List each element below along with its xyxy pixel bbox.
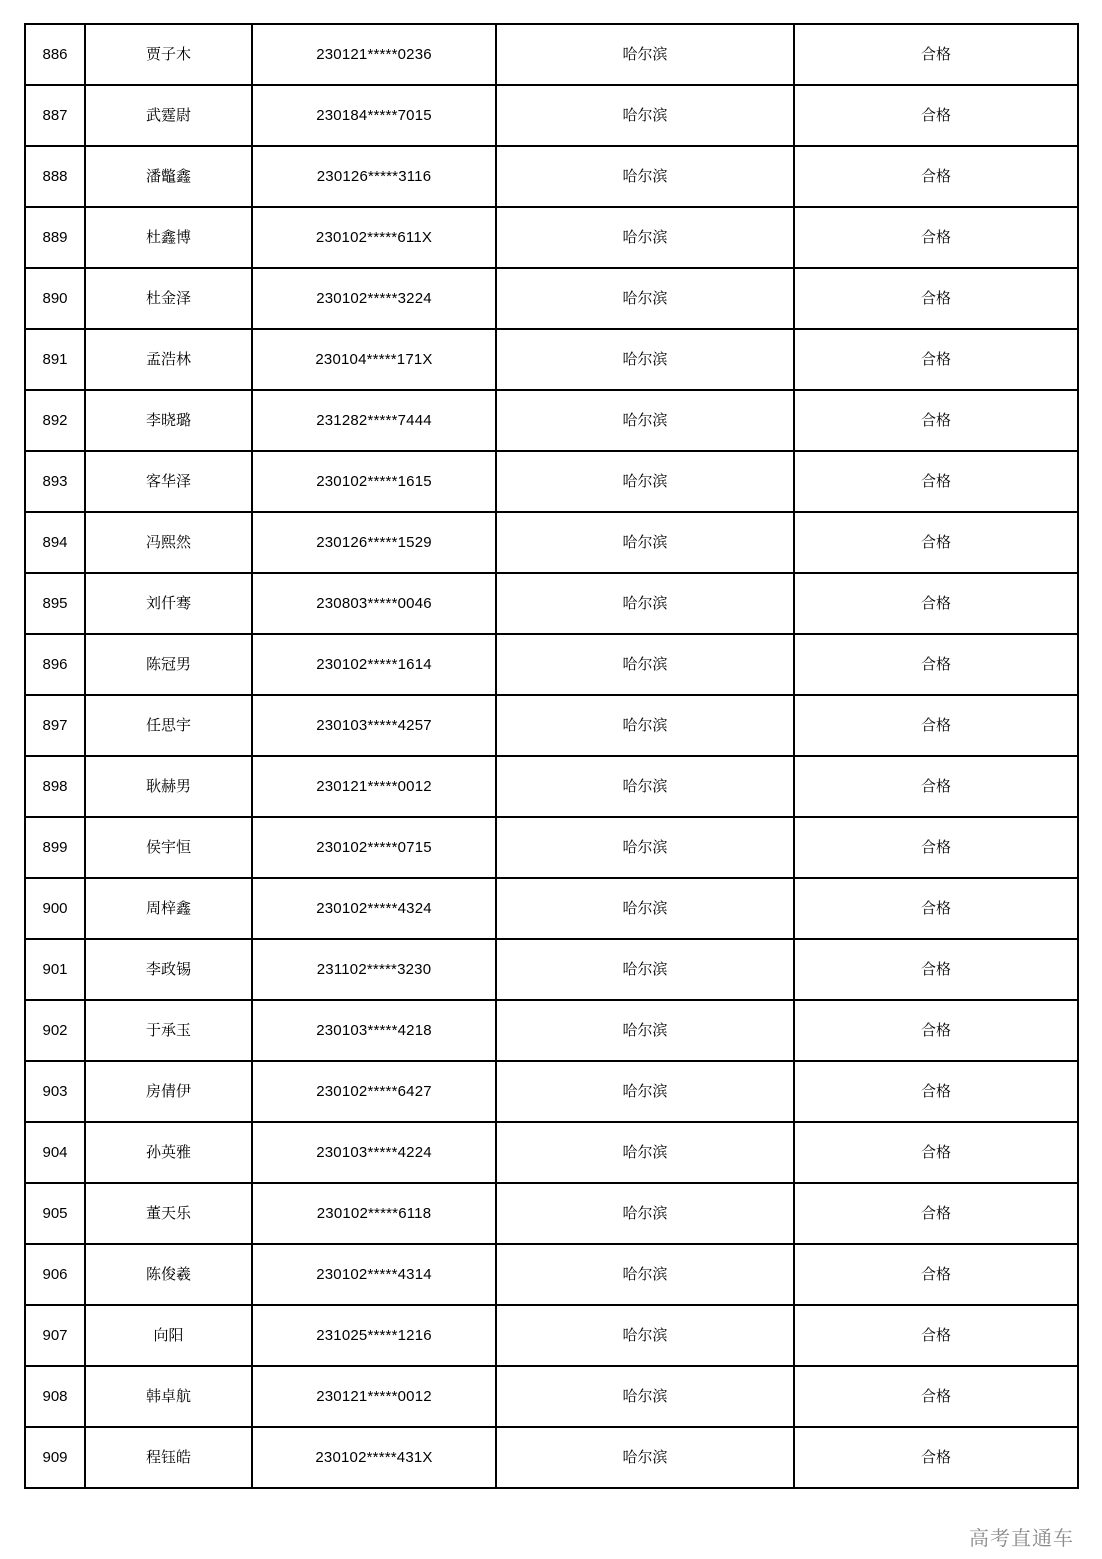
city-cell: 哈尔滨 <box>496 390 794 451</box>
name-cell: 杜金泽 <box>85 268 252 329</box>
result-cell: 合格 <box>794 512 1078 573</box>
name-cell: 房倩伊 <box>85 1061 252 1122</box>
id-number-cell: 230121*****0012 <box>252 1366 496 1427</box>
name-cell: 董天乐 <box>85 1183 252 1244</box>
table-row <box>25 24 1078 85</box>
name-cell: 潘鼈鑫 <box>85 146 252 207</box>
id-number-cell: 231282*****7444 <box>252 390 496 451</box>
table-row <box>25 1122 1078 1183</box>
id-number-cell: 230102*****1614 <box>252 634 496 695</box>
city-cell: 哈尔滨 <box>496 512 794 573</box>
row-number-cell: 907 <box>25 1305 85 1366</box>
name-cell: 刘仟骞 <box>85 573 252 634</box>
table-row <box>25 1000 1078 1061</box>
row-number-cell: 902 <box>25 1000 85 1061</box>
result-cell: 合格 <box>794 268 1078 329</box>
name-cell: 杜鑫博 <box>85 207 252 268</box>
row-number-cell: 908 <box>25 1366 85 1427</box>
result-cell: 合格 <box>794 390 1078 451</box>
id-number-cell: 231025*****1216 <box>252 1305 496 1366</box>
city-cell: 哈尔滨 <box>496 1427 794 1488</box>
table-row <box>25 85 1078 146</box>
name-cell: 孟浩林 <box>85 329 252 390</box>
id-number-cell: 230102*****6427 <box>252 1061 496 1122</box>
row-number-cell: 888 <box>25 146 85 207</box>
city-cell: 哈尔滨 <box>496 756 794 817</box>
row-number-cell: 906 <box>25 1244 85 1305</box>
table-row <box>25 939 1078 1000</box>
table-row <box>25 573 1078 634</box>
table-row <box>25 207 1078 268</box>
name-cell: 冯熙然 <box>85 512 252 573</box>
id-number-cell: 230102*****611X <box>252 207 496 268</box>
id-number-cell: 230103*****4257 <box>252 695 496 756</box>
city-cell: 哈尔滨 <box>496 817 794 878</box>
city-cell: 哈尔滨 <box>496 695 794 756</box>
id-number-cell: 230102*****4314 <box>252 1244 496 1305</box>
row-number-cell: 896 <box>25 634 85 695</box>
city-cell: 哈尔滨 <box>496 1183 794 1244</box>
row-number-cell: 891 <box>25 329 85 390</box>
id-number-cell: 230102*****0715 <box>252 817 496 878</box>
name-cell: 武霆尉 <box>85 85 252 146</box>
name-cell: 程钰皓 <box>85 1427 252 1488</box>
name-cell: 孙英雅 <box>85 1122 252 1183</box>
city-cell: 哈尔滨 <box>496 451 794 512</box>
row-number-cell: 887 <box>25 85 85 146</box>
name-cell: 耿赫男 <box>85 756 252 817</box>
result-cell: 合格 <box>794 1000 1078 1061</box>
result-cell: 合格 <box>794 1244 1078 1305</box>
result-cell: 合格 <box>794 939 1078 1000</box>
row-number-cell: 889 <box>25 207 85 268</box>
city-cell: 哈尔滨 <box>496 878 794 939</box>
row-number-cell: 892 <box>25 390 85 451</box>
city-cell: 哈尔滨 <box>496 146 794 207</box>
table-row <box>25 756 1078 817</box>
id-number-cell: 230121*****0236 <box>252 24 496 85</box>
results-table <box>24 23 1079 1489</box>
id-number-cell: 230126*****1529 <box>252 512 496 573</box>
row-number-cell: 897 <box>25 695 85 756</box>
table-row <box>25 329 1078 390</box>
result-cell: 合格 <box>794 756 1078 817</box>
name-cell: 周梓鑫 <box>85 878 252 939</box>
city-cell: 哈尔滨 <box>496 634 794 695</box>
id-number-cell: 230103*****4218 <box>252 1000 496 1061</box>
city-cell: 哈尔滨 <box>496 329 794 390</box>
result-cell: 合格 <box>794 634 1078 695</box>
name-cell: 贾子木 <box>85 24 252 85</box>
id-number-cell: 230104*****171X <box>252 329 496 390</box>
table-row <box>25 695 1078 756</box>
table-row <box>25 1366 1078 1427</box>
name-cell: 客华泽 <box>85 451 252 512</box>
table-row <box>25 1061 1078 1122</box>
result-cell: 合格 <box>794 817 1078 878</box>
id-number-cell: 230184*****7015 <box>252 85 496 146</box>
table-row <box>25 878 1078 939</box>
id-number-cell: 230102*****6118 <box>252 1183 496 1244</box>
city-cell: 哈尔滨 <box>496 573 794 634</box>
result-cell: 合格 <box>794 24 1078 85</box>
table-row <box>25 1305 1078 1366</box>
name-cell: 李晓璐 <box>85 390 252 451</box>
row-number-cell: 894 <box>25 512 85 573</box>
table-row <box>25 390 1078 451</box>
result-cell: 合格 <box>794 878 1078 939</box>
result-cell: 合格 <box>794 85 1078 146</box>
city-cell: 哈尔滨 <box>496 85 794 146</box>
result-cell: 合格 <box>794 1366 1078 1427</box>
row-number-cell: 905 <box>25 1183 85 1244</box>
name-cell: 侯宇恒 <box>85 817 252 878</box>
row-number-cell: 903 <box>25 1061 85 1122</box>
table-row <box>25 1427 1078 1488</box>
name-cell: 于承玉 <box>85 1000 252 1061</box>
table-row <box>25 1183 1078 1244</box>
name-cell: 陈俊羲 <box>85 1244 252 1305</box>
row-number-cell: 890 <box>25 268 85 329</box>
row-number-cell: 899 <box>25 817 85 878</box>
row-number-cell: 901 <box>25 939 85 1000</box>
results-table-body <box>25 24 1078 1488</box>
city-cell: 哈尔滨 <box>496 1061 794 1122</box>
result-cell: 合格 <box>794 695 1078 756</box>
id-number-cell: 230103*****4224 <box>252 1122 496 1183</box>
city-cell: 哈尔滨 <box>496 939 794 1000</box>
city-cell: 哈尔滨 <box>496 1122 794 1183</box>
row-number-cell: 898 <box>25 756 85 817</box>
result-cell: 合格 <box>794 1305 1078 1366</box>
city-cell: 哈尔滨 <box>496 1305 794 1366</box>
result-cell: 合格 <box>794 146 1078 207</box>
table-row <box>25 634 1078 695</box>
name-cell: 向阳 <box>85 1305 252 1366</box>
id-number-cell: 230102*****3224 <box>252 268 496 329</box>
name-cell: 李政锡 <box>85 939 252 1000</box>
id-number-cell: 230121*****0012 <box>252 756 496 817</box>
table-row <box>25 146 1078 207</box>
row-number-cell: 895 <box>25 573 85 634</box>
id-number-cell: 230803*****0046 <box>252 573 496 634</box>
row-number-cell: 893 <box>25 451 85 512</box>
table-row <box>25 512 1078 573</box>
result-cell: 合格 <box>794 451 1078 512</box>
city-cell: 哈尔滨 <box>496 207 794 268</box>
city-cell: 哈尔滨 <box>496 1000 794 1061</box>
city-cell: 哈尔滨 <box>496 1244 794 1305</box>
row-number-cell: 900 <box>25 878 85 939</box>
id-number-cell: 230102*****1615 <box>252 451 496 512</box>
table-row <box>25 268 1078 329</box>
city-cell: 哈尔滨 <box>496 1366 794 1427</box>
row-number-cell: 886 <box>25 24 85 85</box>
name-cell: 任思宇 <box>85 695 252 756</box>
city-cell: 哈尔滨 <box>496 268 794 329</box>
id-number-cell: 231102*****3230 <box>252 939 496 1000</box>
row-number-cell: 909 <box>25 1427 85 1488</box>
name-cell: 陈冠男 <box>85 634 252 695</box>
result-cell: 合格 <box>794 573 1078 634</box>
result-cell: 合格 <box>794 1061 1078 1122</box>
result-cell: 合格 <box>794 1183 1078 1244</box>
result-cell: 合格 <box>794 207 1078 268</box>
name-cell: 韩卓航 <box>85 1366 252 1427</box>
result-cell: 合格 <box>794 329 1078 390</box>
watermark-text: 高考直通车 <box>969 1526 1074 1550</box>
result-cell: 合格 <box>794 1427 1078 1488</box>
table-row <box>25 451 1078 512</box>
row-number-cell: 904 <box>25 1122 85 1183</box>
id-number-cell: 230102*****431X <box>252 1427 496 1488</box>
table-row <box>25 817 1078 878</box>
table-row <box>25 1244 1078 1305</box>
id-number-cell: 230102*****4324 <box>252 878 496 939</box>
id-number-cell: 230126*****3116 <box>252 146 496 207</box>
city-cell: 哈尔滨 <box>496 24 794 85</box>
result-cell: 合格 <box>794 1122 1078 1183</box>
